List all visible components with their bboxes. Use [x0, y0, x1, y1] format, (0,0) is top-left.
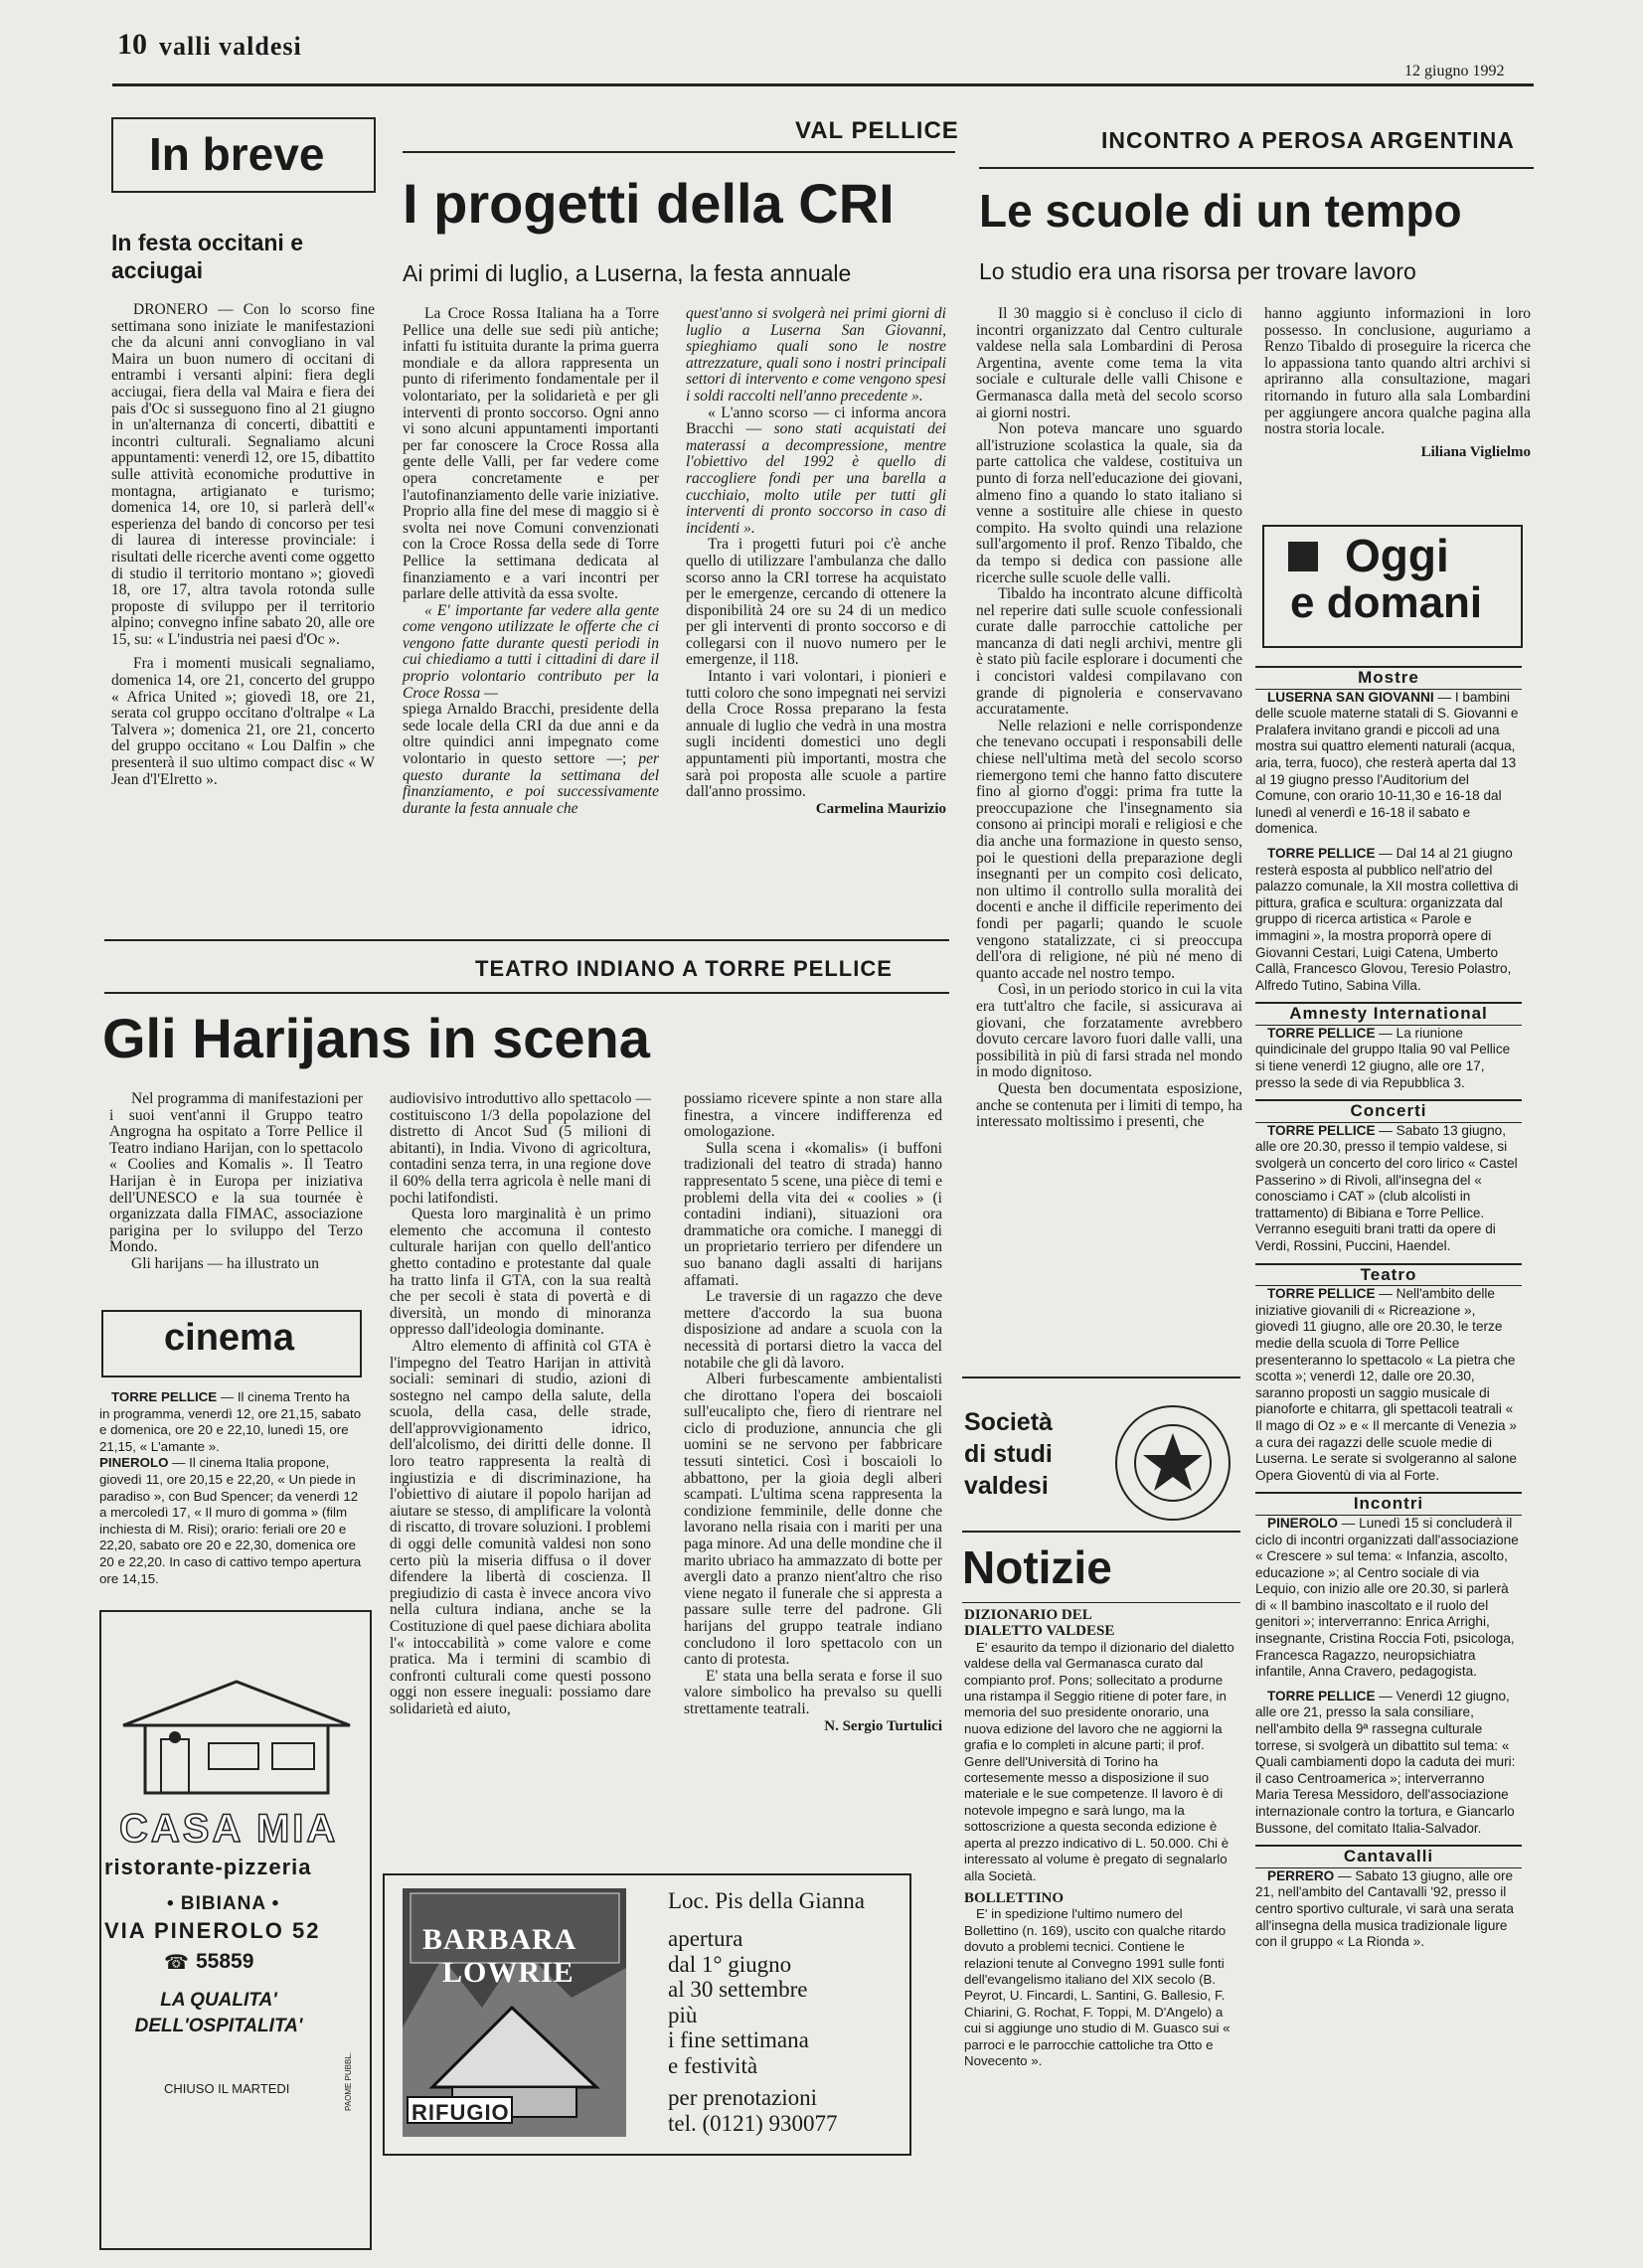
casamia-address: VIA PINEROLO 52 — [104, 1918, 321, 1943]
casamia-slogan: LA QUALITA' DELL'OSPITALITA' — [134, 1990, 303, 2036]
oggi-title-1: Oggi — [1345, 530, 1449, 581]
barbara-line: dal 1° giugno — [668, 1951, 792, 1977]
harijans-paragraph: Alberi furbescamente ambientalisti che dirottano l'opera dei boscaioli sull'eucalipto che, fiero di rientrare nel ciclo di produzione, annuncia che gli uomini se ne servono per fabbricare tessuti sintetici. Così i boscaioli lo abbattono, per la gioia degli alberi scampati. L'ultima scena rappresenta la condizione femminile, delle donne che lavorano nella risaia con i mariti per una paga minore. Ad una delle mondine che il marito ubriaco ha ammazzato di botte per avergli dato a pranzo nient'altro che riso viene negato il funerale che si appresta a passare sulle terre del padrone. Gli harijans del gruppo teatrale indiano concludono il loro spettacolo con un canto di protesta. — [684, 1371, 942, 1669]
scuole-signature: Liliana Viglielmo — [1420, 443, 1531, 460]
in-breve-body — [111, 302, 375, 788]
casamia-phone: 55859 — [196, 1950, 254, 1973]
scuole-headline: Le scuole di un tempo — [979, 185, 1462, 237]
barbara-line: e festività — [668, 2052, 758, 2078]
in-breve-paragraph: Fra i momenti musicali segnaliamo, domenica 14, ore 21, concerto del gruppo « Africa United »; giovedì 18, ore 21, serata col gruppo occitano d'oltralpe « La Talvera »; domenica 21, ore 21, concerto del gruppo occitano « Lou Dalfin » che presenterà il suo ultimo compact disc « W Jean d'l'Elretto ». — [111, 655, 375, 788]
cri-kicker-rule — [403, 151, 955, 153]
cinema-item: PINEROLO — Il cinema Italia propone, giovedì 11, ore 20,15 e 22,20, « Un piede in paradiso », con Bud Spencer; da venerdì 12 a mercoledì 17, « Il muro di gomma » (film inchiesta di M. Risi); orario: feriali ore 20 e 22,20, sabato ore 20 e 22,30, domenica ore 20 e 22,20. In caso di cattivo tempo apertura ore 14,15. — [99, 1455, 362, 1586]
event-item: PINEROLO — Lunedì 15 si concluderà il ciclo di incontri organizzati dall'associazione « Crescere » sul tema: « Infanzia, ascolto, educazione »; al Centro sociale di via Lequio, con inizio alle ore 20.30, si parlerà di « Il bambino inascoltato e il ruolo del genitori »; interverranno: Enrica Arrighi, insegnante, Cristina Roccia Foti, psicologa, Francesca Ragazzo, neuropsichiatra infantile, Anna Cravero, pedagogista. — [1255, 1515, 1519, 1680]
casamia-place: • BIBIANA • — [167, 1893, 280, 1914]
cri-text: « L'anno scorso — ci informa ancora Bracchi — — [686, 404, 946, 438]
notizie-title: Notizie — [962, 1541, 1112, 1593]
section-heading: Amnesty International — [1255, 1002, 1522, 1026]
casamia-type: ristorante-pizzeria — [104, 1855, 312, 1879]
societa-name: Società di studi valdesi — [964, 1408, 1053, 1500]
cri-quote: quest'anno si svolgerà nei primi giorni di luglio a Luserna San Giovanni, spieghiamo quali sono le nostre attrezzature, quali sono i nostri principali settori di intervento e come vengono spesi i soldi raccolti nell'anno precedente ». — [686, 305, 946, 405]
notizie-rule — [962, 1531, 1240, 1533]
notizie-list — [964, 1607, 1234, 2069]
cri-paragraph: Tra i progetti futuri poi c'è anche quello di utilizzare l'ambulanza che dallo scorso anno la CRI torrese ha acquistato per le emergenze, cercando di ottenere la disponibilità 24 ore su 24 di un medico per gli interventi di pronto soccorso e di collegarsi con il nuovo numero per le emergenze, il 118. — [686, 536, 946, 669]
harijans-kicker-rule — [104, 992, 949, 994]
harijans-paragraph: Le traversie di un ragazzo che deve mettere d'accordo la sua buona disposizione ad andare a scuola con la necessità di portarsi dietro la vacca del notabile che gli dà lavoro. — [684, 1288, 942, 1372]
barbara-sign-2: LOWRIE — [442, 1956, 575, 1989]
barbara-line: più — [668, 2002, 698, 2027]
section-heading: Concerti — [1255, 1099, 1522, 1123]
casamia-name: CASA MIA — [119, 1807, 339, 1851]
in-breve-headline: In festa occitani e acciugai — [111, 230, 304, 283]
scuole-kicker-rule — [979, 167, 1534, 169]
cri-kicker: VAL PELLICE — [795, 117, 959, 144]
event-item: TORRE PELLICE — Sabato 13 giugno, alle ore 20.30, presso il tempio valdese, si svolgerà un concerto del coro lirico « Castel Passerino » di Rivoli, all'insegna del « conosciamo i CAT » (club alcolisti in trattamento) di Bibiana e Torre Pellice. Verranno eseguiti brani tratti da opere di Verdi, Rossini, Puccini, Haendel. — [1255, 1122, 1518, 1253]
barbara-sign-bottom: RIFUGIO — [411, 2100, 510, 2125]
barbara-line: al 30 settembre — [668, 1977, 808, 2002]
cri-quote: sono stati acquistati dei materassi a decompressione, mentre l'obiettivo del 1992 è quello di raccogliere fondi per una barella a cucchiaio, molto utile per tutti gli interventi di pronto soccorso in caso di incidenti ». — [686, 420, 947, 537]
scuole-kicker: INCONTRO A PEROSA ARGENTINA — [1101, 127, 1515, 153]
scuole-paragraph: Non poteva mancare uno sguardo all'istruzione scolastica la quale, sia da parte cattolica che valdese, costituiva un punto di forza nell'educazione dei giovani, almeno fino a quando lo stato italiano si venne a sostituire alle chiese in questo compito. Ha svolto quindi una relazione sull'argomento il prof. Renzo Tibaldo, che da tempo si dedica con passione alle ricerche sulle scuole delle valli. — [976, 420, 1242, 586]
cri-col-2 — [686, 306, 946, 817]
scuole-col-1 — [976, 306, 1242, 1131]
event-item: TORRE PELLICE — La riunione quindicinale del gruppo Italia 90 val Pellice si tiene venerdì 12 giugno, alle ore 17, presso la sede di via Repubblica 3. — [1255, 1025, 1511, 1090]
barbara-line: apertura — [668, 1926, 743, 1951]
cinema-list — [99, 1389, 363, 1587]
scuole-paragraph: Tibaldo ha incontrato alcune difficoltà nel reperire dati sulle scuole confessionali curate dalle parrocchie cattoliche per mancanza di dati negli archivi, mentre gli è stato più facile esplorare i documenti che i concistori valdesi compilavano con grande di pignoleria e conservavano accuratamente. — [976, 585, 1242, 719]
in-breve-title: In breve — [149, 128, 325, 180]
scuole-paragraph: hanno aggiunto informazioni in loro possesso. In conclusione, auguriamo a Renzo Tibaldo di proseguire la ricerca che lo appassiona tanto quando altri archivi si apriranno alla consultazione, magari ritornando in futuro alla sala Lombardini per aggiungere ancora qualche pagina alla nostra storia locale. — [1264, 305, 1531, 438]
harijans-paragraph: audiovisivo introduttivo allo spettacolo — costituiscono 1/3 della popolazione del distretto di Ancot Sud (5 milioni di abitanti), in India. Vivono di agricoltura, contadini senza terra, in una regione dove il 60% della terra agricola è nelle mani di pochi latifondisti. — [390, 1090, 651, 1207]
event-item: TORRE PELLICE — Nell'ambito delle iniziative giovanili di « Ricreazione », giovedì 11 giugno, alle ore 20.30, le terze medie della scuola di Torre Pellice presenteranno lo spettacolo « La pietra che scotta »; venerdì 12, dalle ore 20.30, saranno proposti un saggio musicale di pianoforte e chitarra, gli spettacoli teatrali « Il mago di Oz » e « Il mercante di Venezia » a cura dei ragazzi delle scuole medie di Luserna. Le serate si svolgeranno al salone Opera Gioventù di via al Forte. — [1255, 1286, 1517, 1483]
oggi-list — [1255, 666, 1522, 1951]
cinema-title: cinema — [164, 1317, 294, 1359]
societa-seal-icon — [1113, 1403, 1232, 1523]
casamia-credit: PAOME PUBBL. — [344, 2052, 353, 2111]
cri-paragraph: La Croce Rossa Italiana ha a Torre Pellice una delle sue sedi più antiche; infatti fu istituita durante la prima guerra mondiale e da allora rappresenta un punto di riferimento fondamentale per il volontariato, per la solidarietà e per gli interventi di pronto soccorso. Ogni anno vi sono alcuni appuntamenti importanti per far conoscere la Croce Rossa alla gente delle Valli, per far vedere come opera concretamente e per l'autofinanziamento delle varie iniziative. Proprio alla fine del mese di maggio si è svolta nei nove Comuni convenzionati con la Croce Rossa della sede di Torre Pellice la settimana dedicata al finanziamento e a vari incontri per parlare delle attività da essa svolte. — [403, 305, 659, 603]
event-item: PERRERO — Sabato 13 giugno, alle ore 21, nell'ambito del Cantavalli '92, presso il centro sportivo culturale, vi sarà una serata all'insegna della musica tradizionale ligure con il gruppo « La Rionda ». — [1255, 1867, 1514, 1950]
cri-quote: « E' importante far vedere alla gente come vengono utilizzate le offerte che ci vengono fatte durante questi periodi in cui chiediamo a tutti i cittadini di dare il proprio volontario contributo per la Croce Rossa — — [403, 601, 659, 702]
section-heading: Mostre — [1255, 666, 1522, 690]
harijans-paragraph: Gli harijans — ha illustrato un — [131, 1254, 319, 1272]
notizie-heading: DIZIONARIO DEL DIALETTO VALDESE — [964, 1607, 1115, 1640]
section-heading: Cantavalli — [1255, 1845, 1522, 1868]
scuole-subhead: Lo studio era una risorsa per trovare lavoro — [979, 258, 1416, 284]
issue-date: 12 giugno 1992 — [1404, 63, 1505, 80]
harijans-paragraph: Altro elemento di affinità col GTA è l'impegno del Teatro Harijan in attività sociali: seminari di studio, azioni di sostegno nel campo della salute, della scuola, della casa, delle strade, dell'approvvigionamento idrico, dell'alcolismo, dei diritti delle donne. Il loro teatro rappresenta la realtà di ingiustizia e di discriminazione, ha l'obiettivo di aiutare il popolo harijan ad aiutare se stesso, di amplificare la volontà di riscatto, di trovare soluzioni. I problemi di oggi delle comunità valdesi non sono certo più la miseria diffusa o il dover difendere la libertà di coscienza. Il pregiudizio di casta è invece ancora vivo nella cultura indiana, anche se la Costituzione di quel paese dichiara abolita l'« intoccabilità » come valore e come pratica. Ma i termini di scambio di confronti culturali come questi possono oggi non essere ineguali: possiamo dare solidarietà ed aiuto, — [390, 1337, 651, 1717]
notizie-title-rule — [962, 1602, 1240, 1603]
harijans-paragraph: Nel programma di manifestazioni per i suoi vent'anni il Gruppo teatro Angrogna ha ospitato a Torre Pellice il Teatro indiano Harijan, con lo spettacolo « Coolies and Komalis ». Il Teatro Harijan è in Europa per iniziativa dell'UNESCO e la sua tournée è organizzata dalla FIMAC, associazione parigina per lo sviluppo del Terzo Mondo. — [109, 1090, 363, 1256]
notizie-item: E' esaurito da tempo il dizionario del dialetto valdese della val Germanasca curato dal compianto prof. Pons; sollecitato a produrne una ristampa il Seggio ritiene di poter fare, in memoria del suo presidente onorario, una nuova edizione del lavoro che ne aggiorni la grafia e lo completi in alcune parti; il prof. Genre dell'Università di Torino ha cortesemente messo a disposizione il suo materiale e le sue competenze. Il lavoro è di notevole impegno e sarà lungo, ma la sottoscrizione a questa seconda edizione è aperta al prezzo indicativo di L. 50.000. Chi è interessato al volume è pregato di segnalarlo alla Società. — [964, 1639, 1234, 1883]
barbara-phone: tel. (0121) 930077 — [668, 2111, 838, 2136]
societa-rule — [962, 1377, 1240, 1378]
casamia-closed: CHIUSO IL MARTEDI — [164, 2081, 290, 2096]
event-item: TORRE PELLICE — Venerdì 12 giugno, alle ore 21, presso la sala consiliare, nell'ambito della 9ª rassegna culturale torrese, si svolgerà un dibattito sul tema: « Quali cambiamenti dopo la caduta dei muri: il caso Centroamerica »; interverranno Maria Teresa Messidoro, dell'associazione internazionale contro la tortura, e Giancarlo Bussone, del comitato Italia-Salvador. — [1255, 1688, 1516, 1836]
barbara-line: i fine settimana — [668, 2027, 809, 2052]
paper-name: valli valdesi — [159, 32, 302, 61]
cinema-item: TORRE PELLICE — Il cinema Trento ha in programma, venerdì 12, ore 21,15, sabato e domenica, ore 20 e 22,10, lunedì 15, ore 21,15, « L'amante ». — [99, 1389, 362, 1454]
harijans-paragraph: possiamo ricevere spinte a non stare alla finestra, a vincere indifferenza ed omologazione. — [684, 1090, 942, 1141]
event-item: LUSERNA SAN GIOVANNI — I bambini delle scuole materne statali di S. Giovanni e Pralafera invitano grandi e piccoli ad una mostra sui quattro elementi naturali (acqua, aria, terra, fuoco), che resterà aperta dal 13 al 19 giugno presso l'Auditorium del Comune, con orario 10-11,30 e 16-18 dal lunedì al venerdì e 16-18 il sabato e domenica. — [1255, 689, 1519, 837]
house-icon — [117, 1678, 356, 1797]
scuole-col-2 — [1264, 306, 1531, 460]
harijans-col-3 — [684, 1091, 942, 1734]
cri-paragraph: Intanto i vari volontari, i pionieri e tutti coloro che sono impegnati nei servizi della Croce Rossa preparano la festa annuale di luglio che vedrà in una mostra sugli incidenti domestici uno degli appuntamenti più importanti, mostra che sarà poi proposta alle scuole a partire dall'anno prossimo. — [686, 668, 946, 801]
page-number: 10 — [117, 28, 147, 61]
notizie-heading: BOLLETTINO — [964, 1889, 1065, 1906]
scuole-paragraph: Il 30 maggio si è concluso il ciclo di incontri organizzato dal Centro culturale valdese nella sala Lombardini di Perosa Argentina, avente come tema la vita sociale e culturale delle valli Chisone e Germanasca dalla metà del secolo scorso ai giorni nostri. — [976, 305, 1242, 421]
in-breve-paragraph: DRONERO — Con lo scorso fine settimana sono iniziate le manifestazioni che da alcuni anni convogliano in val Maira un buon numero di occitani di entrambi i versanti alpini: fiera degli acciugai, fiera della val Maira e fiera dei pais d'Oc si susseguono fino al 21 giugno in un'alternanza di concerti, dibattiti e incontri culturali. Segnaliamo alcuni appuntamenti: venerdì 12, ore 15, dibattito sulle attività economiche produttive in montagna, artigianato e turismo; domenica 14, ore 10, si parlerà dell'« esperienza del bando di concorso per tesi di laurea di interesse provinciale: i risultati delle ricerche aventi come oggetto di studio il territorio montano »; giovedì 18, ore 17, altra tavola rotonda sulle proposte di sviluppo per il territorio alpino; convegno infine sabato 20, alle ore 15, su: « L'industria nei paesi d'Oc ». — [111, 301, 375, 648]
harijans-kicker: TEATRO INDIANO A TORRE PELLICE — [475, 956, 893, 981]
scuole-paragraph: Questa ben documentata esposizione, anche se contenuta per i limiti di tempo, ha interessato moltissimo i presenti, che — [976, 1079, 1242, 1131]
harijans-headline: Gli Harijans in scena — [102, 1007, 650, 1069]
cri-subhead: Ai primi di luglio, a Luserna, la festa annuale — [403, 260, 852, 286]
barbara-sign-1: BARBARA — [422, 1923, 577, 1956]
masthead-rule — [112, 83, 1534, 86]
barbara-booking: per prenotazioni — [668, 2085, 818, 2110]
section-heading: Teatro — [1255, 1263, 1522, 1287]
oggi-title-2: e domani — [1290, 578, 1483, 627]
harijans-signature: N. Sergio Turtulici — [824, 1717, 942, 1734]
section-heading: Incontri — [1255, 1492, 1522, 1516]
harijans-paragraph: E' stata una bella serata e forse il suo valore simbolico ha prevalso su quelli strettamente teatrali. — [684, 1667, 942, 1717]
notizie-item: E' in spedizione l'ultimo numero del Bollettino (n. 169), uscito con qualche ritardo dovuto a problemi tecnici. Contiene le relazioni tenute al Convegno 1991 sulle fonti dell'evangelismo italiano del XIX secolo (B. Peyrot, U. Fincardi, L. Santini, G. Ballesio, F. Chiarini, G. Rochat, F. Toppi, M. D'Angelo) a cui si aggiunge uno studio di M. Guasco sui « parroci e le parrocchie cattoliche tra Otto e Novecento ». — [964, 1906, 1231, 2068]
barbara-lines — [668, 1926, 809, 2078]
harijans-paragraph: Questa loro marginalità è un primo elemento che accomuna il contesto culturale harijan con quello dell'antico ghetto contadino e protestante dal quale ha tratto linfa il GTA, con la sua realtà che per secoli è stata di povertà e di diversità, un mondo di minoranza oppresso dall'ideologia dominante. — [390, 1206, 651, 1339]
cri-col-1 — [403, 306, 659, 817]
event-item: TORRE PELLICE — Dal 14 al 21 giugno resterà esposta al pubblico nell'atrio del palazzo comunale, la XII mostra collettiva di pittura, grafica e scultura: organizzata dal gruppo di ricerca artistica « Parole e immagini », la mostra proporrà opere di Giovanni Cestari, Luigi Catena, Umberto Callà, Francesco Glovou, Teresio Polastro, Alfredo Tutino, Sabina Villa. — [1255, 845, 1519, 993]
square-bullet-icon — [1288, 542, 1318, 571]
scuole-paragraph: Nelle relazioni e nelle corrispondenze che tenevano occupati i responsabili delle chiese nell'ultima metà del secolo scorso riemergono temi che hanno fatto discutere fino al giorno d'oggi: prima fra tutte la preoccupazione che l'insegnamento sia consono ai principi morali e religiosi e che dia anche una formazione in questo senso, poi le questioni della preparazione degli insegnanti per un compito così delicato, non ultimo il controllo sulla moralità dei docenti e anche il difficile reperimento dei fondi per pagarli; quando le scuole vengono statalizzate, ci si preoccupa dell'ora di religione, né più né meno di quanto accade nel nostro tempo. — [976, 717, 1242, 982]
cri-signature: Carmelina Maurizio — [815, 800, 946, 817]
phone-icon: ☎ — [164, 1952, 189, 1974]
scuole-paragraph: Così, in un periodo storico in cui la vita era tutt'altro che facile, si assicurava ai giovani, che forzatamente avrebbero dovuto cercare lavoro fuori dalle valli, una possibilità in più di farsi strada nel mondo in modo dignitoso. — [976, 981, 1242, 1081]
cri-quote: per questo durante la settimana del finanziamento, e poi successivamente durante la festa annuale che — [403, 750, 660, 817]
harijans-paragraph: Sulla scena i «komalis» (i buffoni tradizionali del teatro di strada) hanno rappresentato 5 scene, una pièce di temi e problemi della vita dei « coolies » (i contadini indiani), situazioni ora drammatiche ora comiche. I maneggi di un proprietario terriero per difendere un suo banano dagli assalti di harijans affamati. — [684, 1139, 942, 1289]
section-rule — [104, 939, 949, 941]
harijans-col-1 — [109, 1091, 363, 1273]
harijans-col-2 — [390, 1091, 651, 1718]
cri-text: spiega Arnaldo Bracchi, presidente della sede locale della CRI da due anni e da oltre quindici anni impegnato come volontario in questo settore —; — [403, 701, 659, 768]
cri-headline: I progetti della CRI — [403, 172, 895, 235]
barbara-location: Loc. Pis della Gianna — [668, 1888, 866, 1913]
